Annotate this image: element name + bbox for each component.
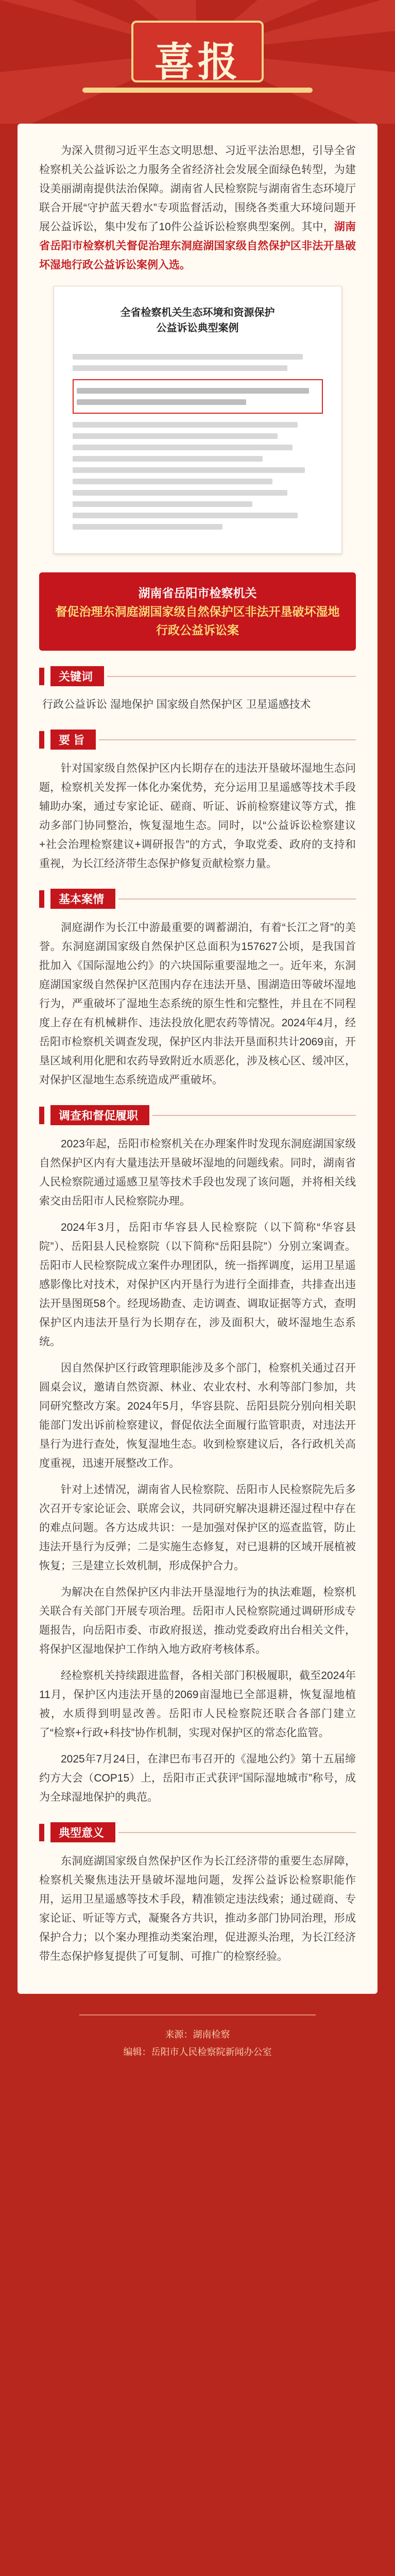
certificate-image [54, 286, 342, 554]
section-divider [99, 739, 356, 740]
footer-divider [79, 2014, 316, 2015]
section-keywords [39, 666, 356, 686]
content-card [18, 124, 377, 1994]
certificate-title-line1: 全省检察机关生态环境和资源保护 [120, 307, 275, 318]
intro-paragraph [39, 141, 356, 275]
section-significance [39, 1822, 356, 1842]
intro-highlight: 湖南省岳阳市检察机关督促治理东洞庭湖国家级自然保护区非法开垦破坏湿地行政公益诉讼案例入选。 [39, 221, 356, 271]
case-title-line2: 督促治理东洞庭湖国家级自然保护区非法开垦破坏湿地行政公益诉讼案 [55, 605, 340, 637]
case-title-line1: 湖南省岳阳市检察机关 [138, 586, 257, 600]
procedure-paragraph: 因自然保护区行政管理职能涉及多个部门，检察机关通过召开圆桌会议，邀请自然资源、林业、农业农村、水利等部门参加，共同研究整改方案。2024年5月，华容县院、岳阳县院分别向相关职能部门发出诉前检察建议，督促依法全面履行监管职责，对违法开垦行为进行查处，恢复湿地生态。收到检察建议后，各行政机关高度重视，迅速开展整改工作。 [39, 1362, 356, 1469]
certificate-text-line [73, 501, 253, 507]
procedure-paragraph: 针对上述情况，湖南省人民检察院、岳阳市人民检察院先后多次召开专家论证会、联席会议，共同研究解决退耕还湿过程中存在的难点问题。各方达成共识：一是加强对保护区的巡查监管，防止违法开垦行为反弹；二是实施生态修复，对已退耕的区域开展植被恢复；三是建立长效机制，形成保护合力。 [39, 1484, 356, 1572]
footer-source: 来源：湖南检察 [165, 2029, 230, 2040]
certificate-text-line [73, 445, 293, 450]
case-title-banner [39, 572, 356, 651]
section-divider [107, 676, 356, 677]
certificate-text-line [73, 513, 298, 518]
footer [18, 2014, 377, 2061]
certificate-text-line [77, 399, 246, 405]
certificate-text-line [73, 490, 288, 496]
ribbon-decoration [82, 88, 313, 93]
certificate-text-line [73, 354, 303, 360]
procedure-paragraph: 2025年7月24日，在津巴布韦召开的《湿地公约》第十五届缔约方大会（COP15）上，岳阳市正式获评“国际湿地城市”称号，成为全球湿地保护的典范。 [39, 1753, 356, 1803]
section-divider [152, 1115, 356, 1116]
section-gist [39, 730, 356, 750]
footer-editor: 编辑：岳阳市人民检察院新闻办公室 [123, 2047, 272, 2057]
header-banner [0, 0, 395, 124]
certificate-text-line [73, 365, 288, 371]
section-label: 要 旨 [50, 730, 96, 750]
intro-text: 为深入贯彻习近平生态文明思想、习近平法治思想，引导全省检察机关公益诉讼之力服务全省经济社会发展全面绿色转型，为建设美丽湖南提供法治保障。湖南省人民检察院与湖南省生态环境厅联合开展“守护蓝天碧水”专项监督活动，围绕各类重大环境问题开展公益诉讼，集中发布了10件公益诉讼检察典型案例。其中， [39, 145, 356, 233]
background-paragraph: 洞庭湖作为长江中游最重要的调蓄湖泊，有着“长江之肾”的美誉。东洞庭湖国家级自然保护区总面积为157627公顷，是我国首批加入《国际湿地公约》的六块国际重要湿地之一。近年来，东洞庭湖国家级自然保护区范围内存在违法开垦、围湖造田等破坏湿地行为，严重破坏了湿地生态系统的原生性和完整性，并且在不同程度上存在有机械耕作、违法投放化肥农药等情况。2024年4月，经岳阳市检察机关调查发现，保护区内非法开垦面积共计2069亩，开垦区域利用化肥和农药导致附近水质恶化，涉及核心区、缓冲区，对保护区湿地生态系统造成严重破坏。 [39, 922, 356, 1086]
section-procedure [39, 1105, 356, 1125]
procedure-paragraph: 为解决在自然保护区内非法开垦湿地行为的执法难题，检察机关联合有关部门开展专项治理。岳阳市人民检察院通过调研形成专题报告，向岳阳市委、市政府报送，推动党委政府出台相关文件，将保护区湿地保护工作纳入地方政府考核体系。 [39, 1586, 356, 1655]
section-divider [118, 1832, 356, 1833]
section-divider [118, 899, 356, 900]
significance-paragraph: 东洞庭湖国家级自然保护区作为长江经济带的重要生态屏障，检察机关聚焦违法开垦破坏湿地问题，发挥公益诉讼检察职能作用，运用卫星遥感等技术手段，精准锁定违法线索；通过磋商、专家论证、听证等方式，凝聚各方共识，推动多部门协同治理，形成保护合力；以个案办理推动类案治理，促进源头治理，为长江经济带生态保护修复提供了可复制、可推广的检察经验。 [39, 1855, 356, 1962]
page-title: 喜报 [154, 39, 241, 86]
procedure-paragraph: 2023年起，岳阳市检察机关在办理案件时发现东洞庭湖国家级自然保护区内有大量违法开垦破坏湿地的问题线索。同时，湖南省人民检察院通过遥感卫星等技术手段也发现了该问题，并将相关线索交由岳阳市人民检察院办理。 [39, 1138, 356, 1207]
certificate-text-line [73, 524, 223, 530]
procedure-paragraph: 2024年3月，岳阳市华容县人民检察院（以下简称“华容县院”）、岳阳县人民检察院（以下简称“岳阳县院”）分别立案调查。岳阳市人民检察院成立案件办理团队，统一指挥调度，运用卫星遥感影像比对技术，对保护区内开垦行为进行全面排查，共排查出违法开垦图斑58个。经现场勘查、走访调查、调取证据等方式，查明保护区内违法开垦行为长期存在，涉及面积大，破坏湿地生态系统。 [39, 1222, 356, 1348]
certificate-text-line [73, 479, 273, 484]
certificate-text-line [73, 433, 278, 439]
gist-paragraph: 针对国家级自然保护区内长期存在的违法开垦破坏湿地生态问题，检察机关发挥一体化办案优势，充分运用卫星遥感等技术手段辅助办案，通过专家论证、磋商、听证、诉前检察建议等方式，推动多部门协同整治，恢复湿地生态。同时，以“公益诉讼检察建议+社会治理检察建议+调研报告”的方式，争取党委、政府的支持和重视，为长江经济带生态保护修复贡献检察力量。 [39, 762, 356, 870]
section-label: 关键词 [50, 666, 104, 686]
keywords-text: 行政公益诉讼 湿地保护 国家级自然保护区 卫星遥感技术 [42, 699, 311, 710]
procedure-paragraph: 经检察机关持续跟进监督，各相关部门积极履职，截至2024年11月，保护区内违法开垦的2069亩湿地已全部退耕，恢复湿地植被，水质得到明显改善。岳阳市人民检察院还联合各部门建立了“检察+行政+科技”协作机制，实现对保护区的常态化监管。 [39, 1670, 356, 1739]
section-marker [39, 731, 44, 749]
certificate-highlight-box [73, 379, 323, 414]
certificate-text-line [77, 388, 309, 394]
title-frame [131, 21, 264, 86]
certificate-text-line [73, 456, 263, 462]
certificate-text-line [73, 422, 298, 428]
section-background [39, 889, 356, 909]
certificate-text-line [73, 467, 305, 473]
section-label: 典型意义 [50, 1822, 115, 1842]
section-label: 基本案情 [50, 889, 115, 909]
certificate-title-line2: 公益诉讼典型案例 [156, 323, 239, 334]
section-label: 调查和督促履职 [50, 1105, 149, 1125]
section-marker [39, 1824, 44, 1841]
section-marker [39, 890, 44, 908]
section-marker [39, 1107, 44, 1124]
section-marker [39, 668, 44, 685]
